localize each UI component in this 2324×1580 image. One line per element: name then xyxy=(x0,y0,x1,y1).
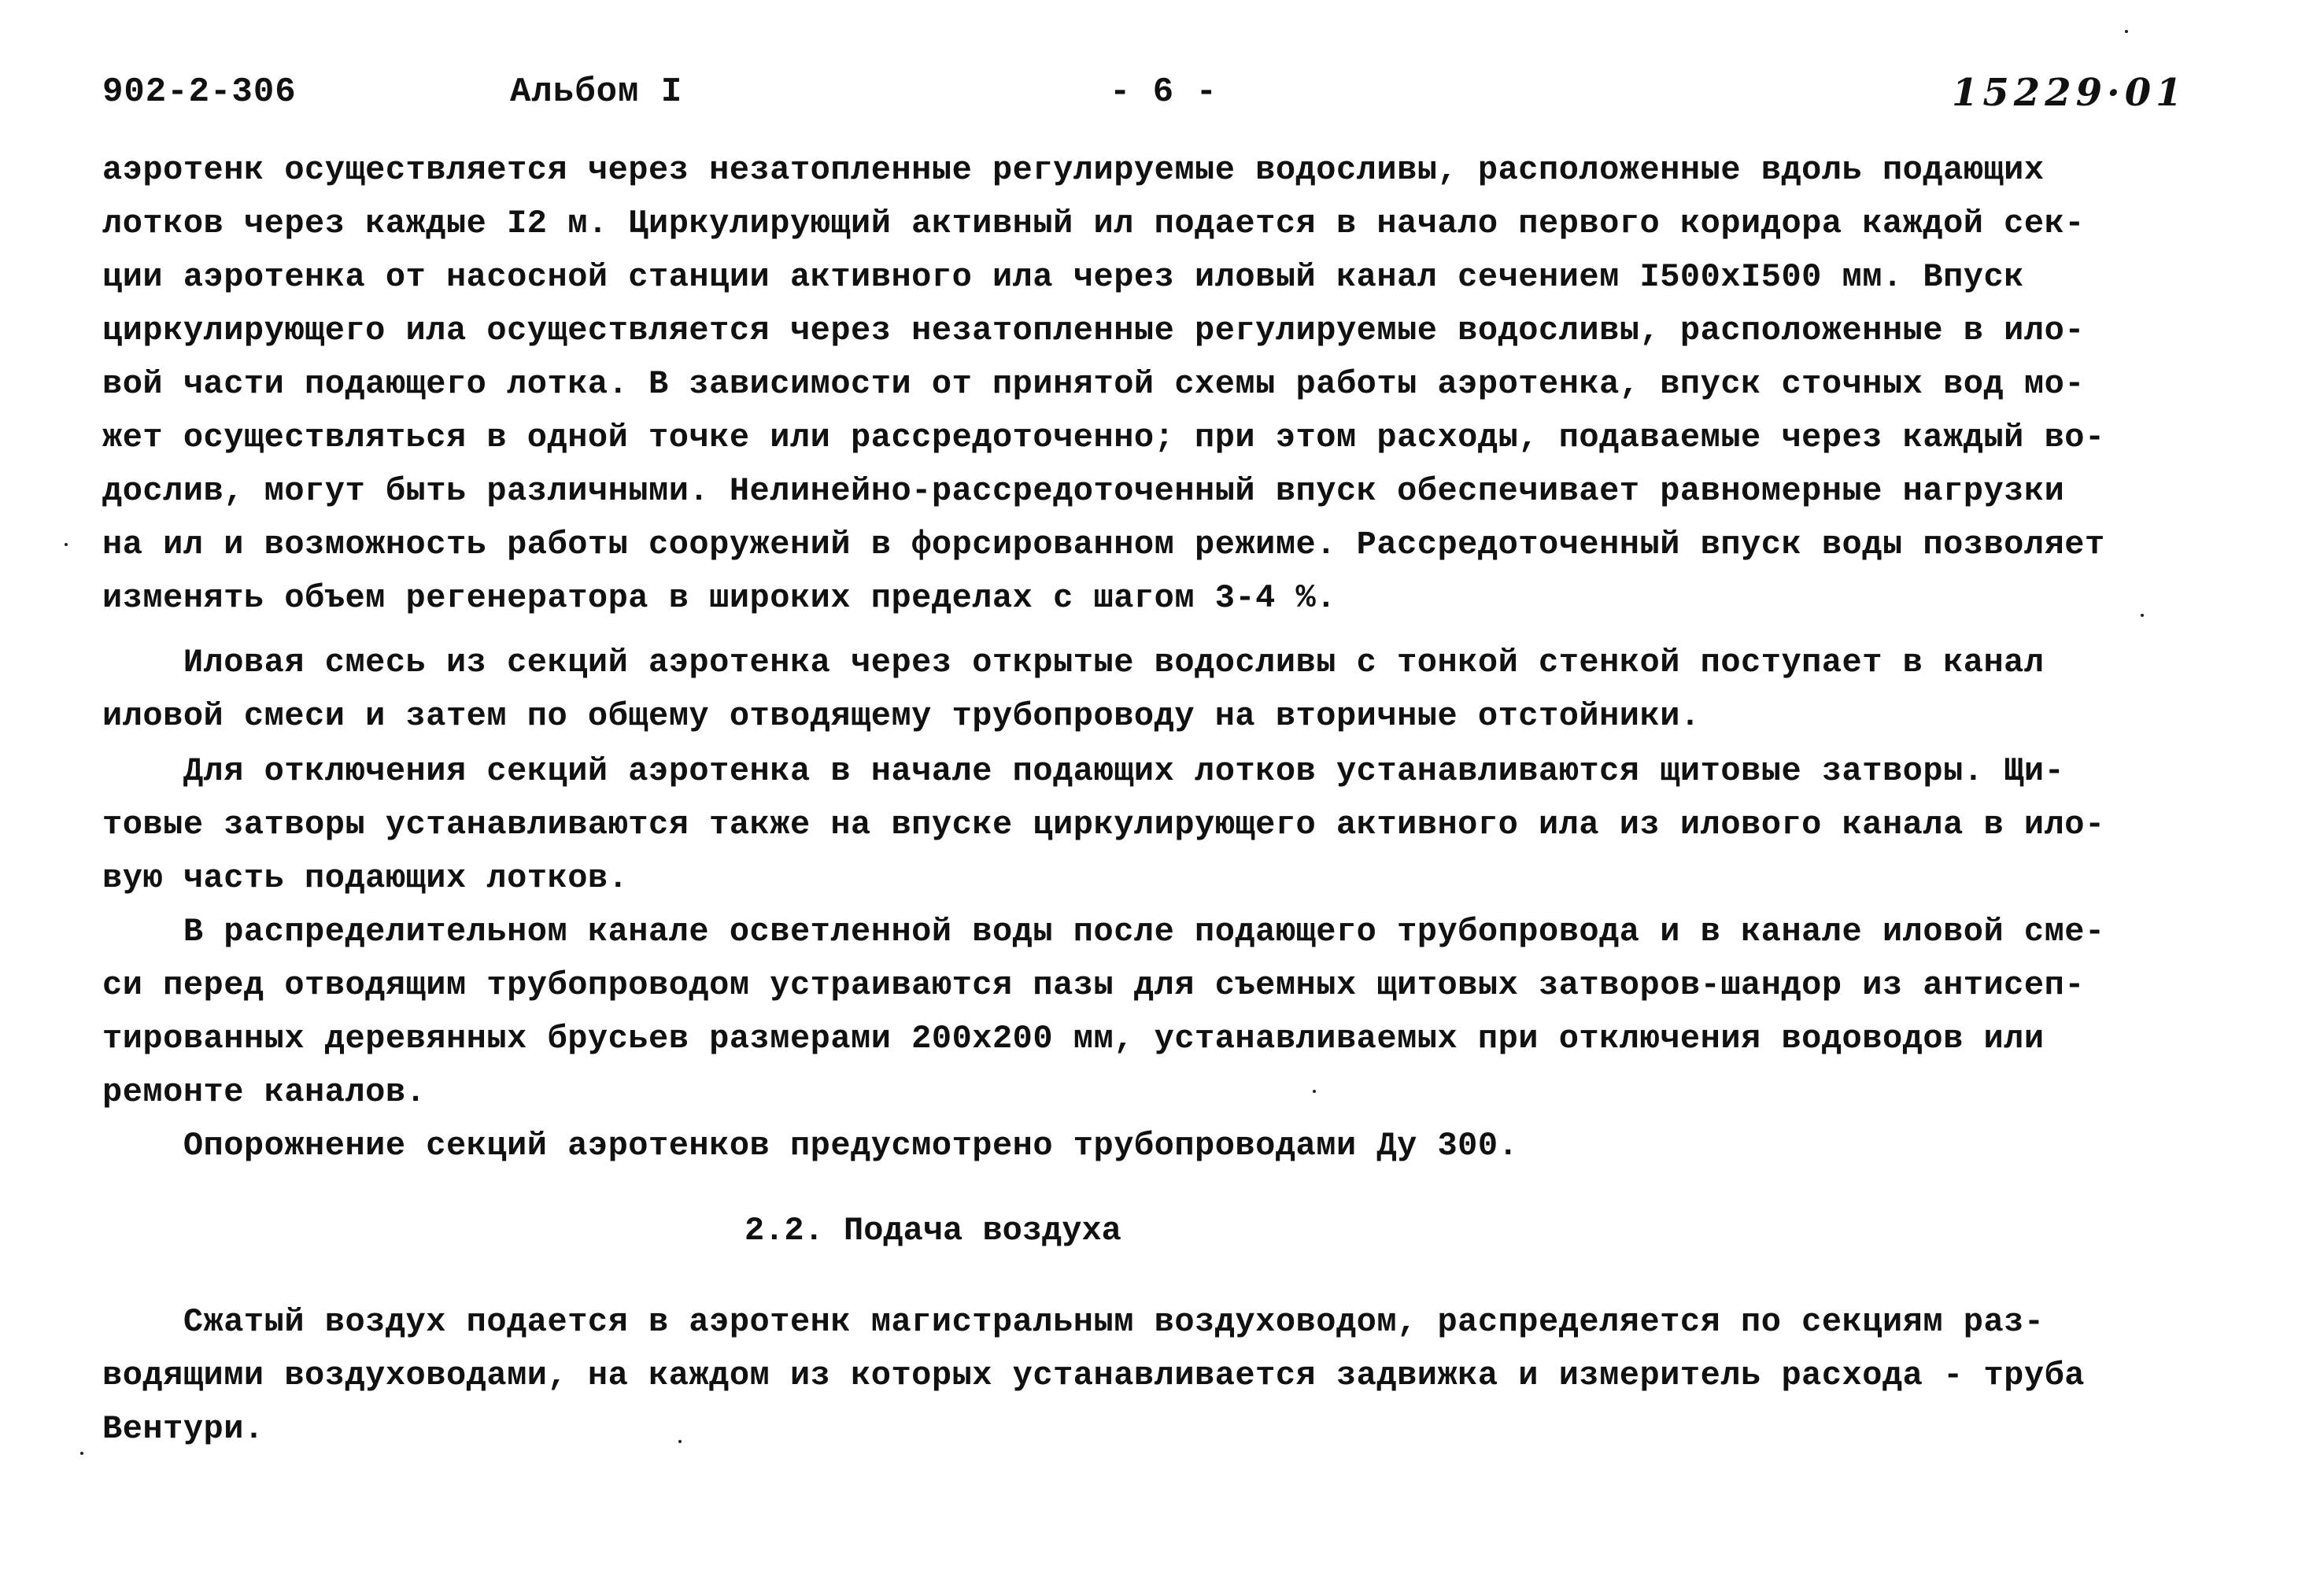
text-line: циркулирующего ила осуществляется через незатопленные регулируемые водосливы, расположенные в ило- xyxy=(102,312,2086,349)
text-line: Сжатый воздух подается в аэротенк магистральным воздуховодом, распределяется по секциям раз- xyxy=(102,1303,2045,1341)
scan-speck xyxy=(2125,30,2128,33)
page-number: - 6 - xyxy=(1110,72,1218,112)
text-line: Для отключения секций аэротенка в начале подающих лотков устанавливаются щитовые затворы. Щи- xyxy=(102,752,2065,790)
scan-speck xyxy=(2141,614,2144,617)
scan-speck xyxy=(80,1452,83,1455)
album-label: Альбом I xyxy=(510,72,683,112)
text-line: вую часть подающих лотков. xyxy=(102,859,629,897)
scan-speck xyxy=(65,543,68,546)
text-line: изменять объем регенератора в широких пределах с шагом 3-4 %. xyxy=(102,579,1336,617)
section-heading: 2.2. Подача воздуха xyxy=(744,1212,1121,1250)
document-code: 902-2-306 xyxy=(102,72,297,112)
text-line: тированных деревянных брусьев размерами 200x200 мм, устанавливаемых при отключения водоводов или xyxy=(102,1020,2045,1058)
text-line: В распределительном канале осветленной воды после подающего трубопровода и в канале иловой сме- xyxy=(102,913,2105,951)
handwritten-inventory-number: 15229·01 xyxy=(1952,71,2187,115)
text-line: ции аэротенка от насосной станции активного ила через иловый канал сечением I500xI500 мм. Впуск xyxy=(102,258,2024,296)
text-line: Иловая смесь из секций аэротенка через открытые водосливы с тонкой стенкой поступает в канал xyxy=(102,644,2045,681)
text-line: на ил и возможность работы сооружений в форсированном режиме. Рассредоточенный впуск воды позволяет xyxy=(102,526,2105,563)
text-line: си перед отводящим трубопроводом устраиваются пазы для съемных щитовых затворов-шандор из антисеп- xyxy=(102,966,2086,1004)
text-line: водящими воздуховодами, на каждом из которых устанавливается задвижка и измеритель расхода - труба xyxy=(102,1357,2086,1394)
text-line: лотков через каждые I2 м. Циркулирующий активный ил подается в начало первого коридора каждой сек- xyxy=(102,205,2086,242)
text-line: дослив, могут быть различными. Нелинейно-рассредоточенный впуск обеспечивает равномерные нагрузки xyxy=(102,472,2065,510)
text-line: иловой смеси и затем по общему отводящему трубопроводу на вторичные отстойники. xyxy=(102,697,1701,735)
text-line: жет осуществляться в одной точке или рассредоточенно; при этом расходы, подаваемые через каждый во- xyxy=(102,419,2105,456)
text-line: товые затворы устанавливаются также на впуске циркулирующего активного ила из илового канала в ило- xyxy=(102,806,2105,844)
text-line: Опорожнение секций аэротенков предусмотрено трубопроводами Ду 300. xyxy=(102,1127,1519,1165)
text-line: вой части подающего лотка. В зависимости от принятой схемы работы аэротенка, впуск сточных вод мо- xyxy=(102,365,2086,403)
scan-speck xyxy=(678,1440,682,1443)
text-line: Вентури. xyxy=(102,1410,264,1448)
scan-speck xyxy=(1313,1090,1316,1093)
text-line: ремонте каналов. xyxy=(102,1073,427,1111)
text-line: аэротенк осуществляется через незатопленные регулируемые водосливы, расположенные вдоль подающих xyxy=(102,151,2045,189)
